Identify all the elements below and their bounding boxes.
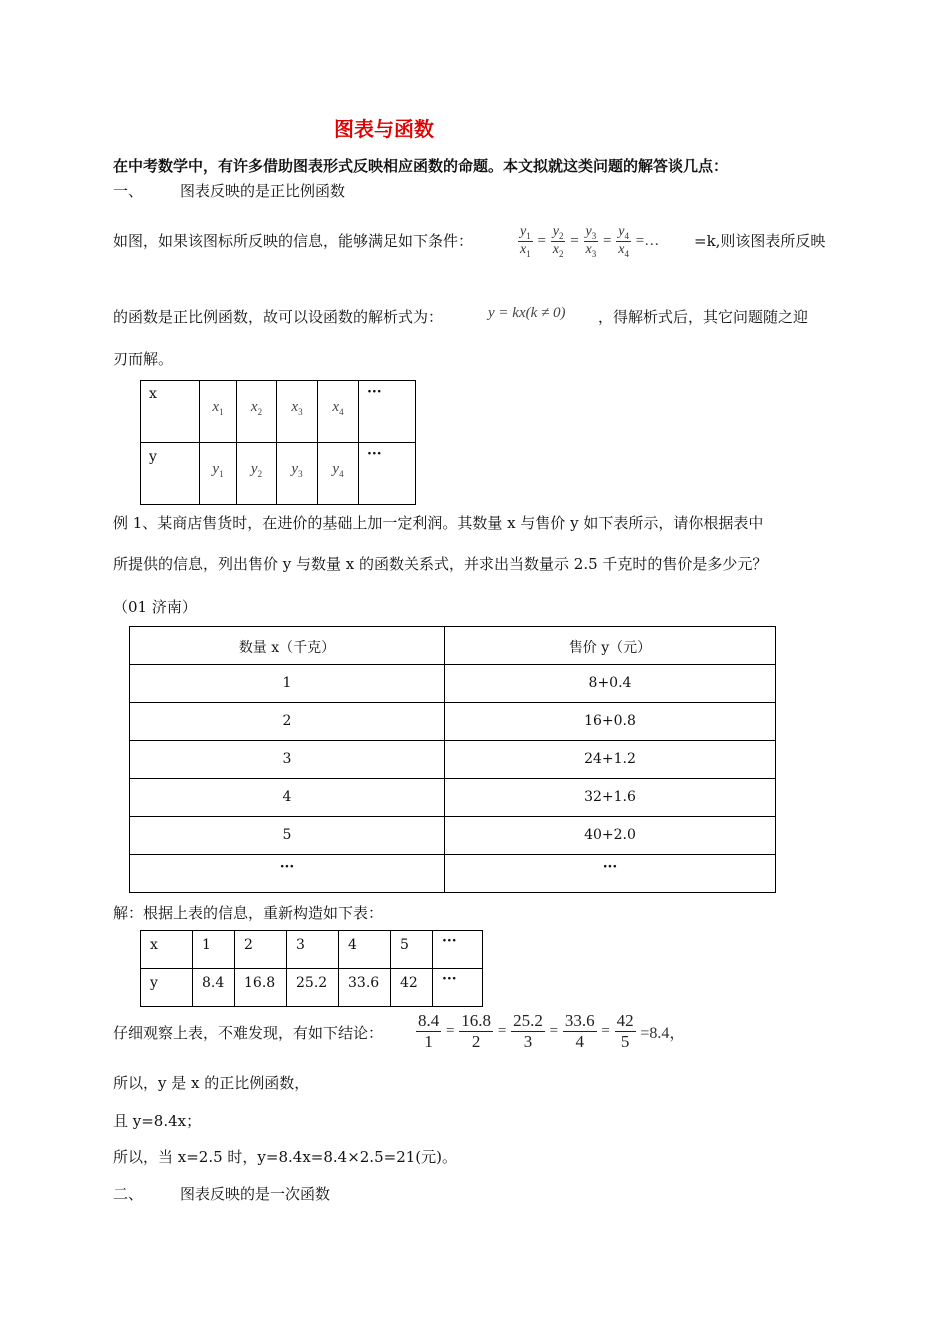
table3-cell: x	[141, 931, 193, 969]
para3-text: 刃而解。	[113, 350, 174, 368]
table2-cell: 4	[130, 779, 445, 817]
section2-number: 二、	[113, 1185, 144, 1203]
intro-paragraph: 在中考数学中，有许多借助图表形式反映相应函数的命题。本文拟就这类问题的解答谈几点：	[113, 157, 729, 175]
table3-cell: 1	[193, 931, 235, 969]
example-line2: 所提供的信息，列出售价 y 与数量 x 的函数关系式，并求出当数量示 2.5 千克时的售价是多少元？	[113, 555, 768, 573]
table3-cell: 3	[287, 931, 339, 969]
table2-header-price: 售价 y（元）	[445, 627, 776, 665]
table1-y4: $y_4$	[318, 443, 359, 505]
table2-cell: 24+1.2	[445, 741, 776, 779]
table2-cell: 2	[130, 703, 445, 741]
fraction-y4-x4: $\frac{y_4}{x_4}$	[618, 224, 629, 259]
table3-cell: 16.8	[235, 969, 287, 1007]
table1-y1: $y_1$	[200, 443, 237, 505]
table1-x-ellipsis: ···	[359, 381, 416, 443]
example-line1: 例 1、某商店售货时，在进价的基础上加一定利润。其数量 x 与售价 y 如下表所示，请你根据表中	[113, 514, 764, 532]
para2-text: 的函数是正比例函数，故可以设函数的解析式为：	[113, 308, 444, 326]
para2-end: ，得解析式后，其它问题随之迎	[598, 308, 809, 326]
function-formula: y = kx(k ≠ 0)	[488, 305, 566, 321]
table3-cell: ···	[433, 969, 483, 1007]
line-answer: 所以，当 x=2.5 时，y=8.4x=8.4×2.5=21(元)。	[113, 1148, 457, 1166]
table2-cell: ···	[445, 855, 776, 893]
para1-text: 如图，如果该图标所反映的信息，能够满足如下条件：	[113, 232, 474, 250]
fraction-25-2-over-3: $\frac{25.2}{3}$	[513, 1011, 543, 1051]
solution-intro: 解：根据上表的信息，重新构造如下表：	[113, 904, 384, 922]
example-source: （01 济南）	[113, 598, 197, 616]
table1-x-label: x	[141, 381, 200, 443]
table1-x1: $x_1$	[200, 381, 237, 443]
fraction-42-over-5: $\frac{42}{5}$	[616, 1011, 634, 1051]
fraction-y2-x2: $\frac{y_2}{x_2}$	[552, 224, 564, 259]
section1-heading: 图表反映的是正比例函数	[180, 182, 346, 200]
conclusion-text: 仔细观察上表，不难发现，有如下结论：	[113, 1024, 384, 1042]
reconstructed-table	[140, 930, 483, 1007]
table2-header-quantity: 数量 x（千克）	[130, 627, 445, 665]
table1-y2: $y_2$	[237, 443, 277, 505]
fraction-y3-x3: $\frac{y_3}{x_3}$	[585, 224, 597, 259]
table1-x3: $x_3$	[277, 381, 318, 443]
table3-cell: 4	[339, 931, 391, 969]
table3-cell: 33.6	[339, 969, 391, 1007]
table2-cell: 3	[130, 741, 445, 779]
line-equation: 且 y=8.4x；	[113, 1112, 202, 1130]
table3-cell: 2	[235, 931, 287, 969]
conclusion-result: =8.4，	[640, 1025, 686, 1042]
fraction-8-4-over-1: $\frac{8.4}{1}$	[418, 1011, 440, 1051]
table3-cell: y	[141, 969, 193, 1007]
table3-cell: 5	[391, 931, 433, 969]
table2-cell: 32+1.6	[445, 779, 776, 817]
line-proportional: 所以，y 是 x 的正比例函数，	[113, 1074, 310, 1092]
table2-cell: 5	[130, 817, 445, 855]
conclusion-ratio-chain: $\frac{8.4}{1}$ = $\frac{16.8}{2}$ = $\frac{25.2}{3}$ = $\frac{33.6}{4}$ = $\frac{42}{5}$ =8.4，	[418, 1011, 686, 1051]
para1-tail: =k,则该图表所反映	[694, 232, 826, 250]
table1-y-ellipsis: ···	[359, 443, 416, 505]
ratio-chain: $\frac{y_1}{x_1}$ = $\frac{y_2}{x_2}$ = $\frac{y_3}{x_3}$ = $\frac{y_4}{x_4}$ =…	[520, 224, 660, 259]
table3-cell: 8.4	[193, 969, 235, 1007]
table2-cell: 16+0.8	[445, 703, 776, 741]
fraction-y1-x1: $\frac{y_1}{x_1}$	[520, 224, 531, 259]
page-title: 图表与函数	[334, 117, 434, 141]
fraction-16-8-over-2: $\frac{16.8}{2}$	[461, 1011, 492, 1051]
table1-y3: $y_3$	[277, 443, 318, 505]
table1-x4: $x_4$	[318, 381, 359, 443]
table2-cell: 8+0.4	[445, 665, 776, 703]
table3-cell: ···	[433, 931, 483, 969]
general-table	[140, 380, 416, 505]
section2-heading: 图表反映的是一次函数	[180, 1185, 331, 1203]
table3-cell: 25.2	[287, 969, 339, 1007]
table2-cell: 1	[130, 665, 445, 703]
table1-x2: $x_2$	[237, 381, 277, 443]
fraction-33-6-over-4: $\frac{33.6}{4}$	[564, 1011, 595, 1051]
table1-y-label: y	[141, 443, 200, 505]
section1-number: 一、	[113, 182, 144, 200]
table3-cell: 42	[391, 969, 433, 1007]
table2-cell: 40+2.0	[445, 817, 776, 855]
table2-cell: ···	[130, 855, 445, 893]
price-table	[129, 626, 776, 893]
